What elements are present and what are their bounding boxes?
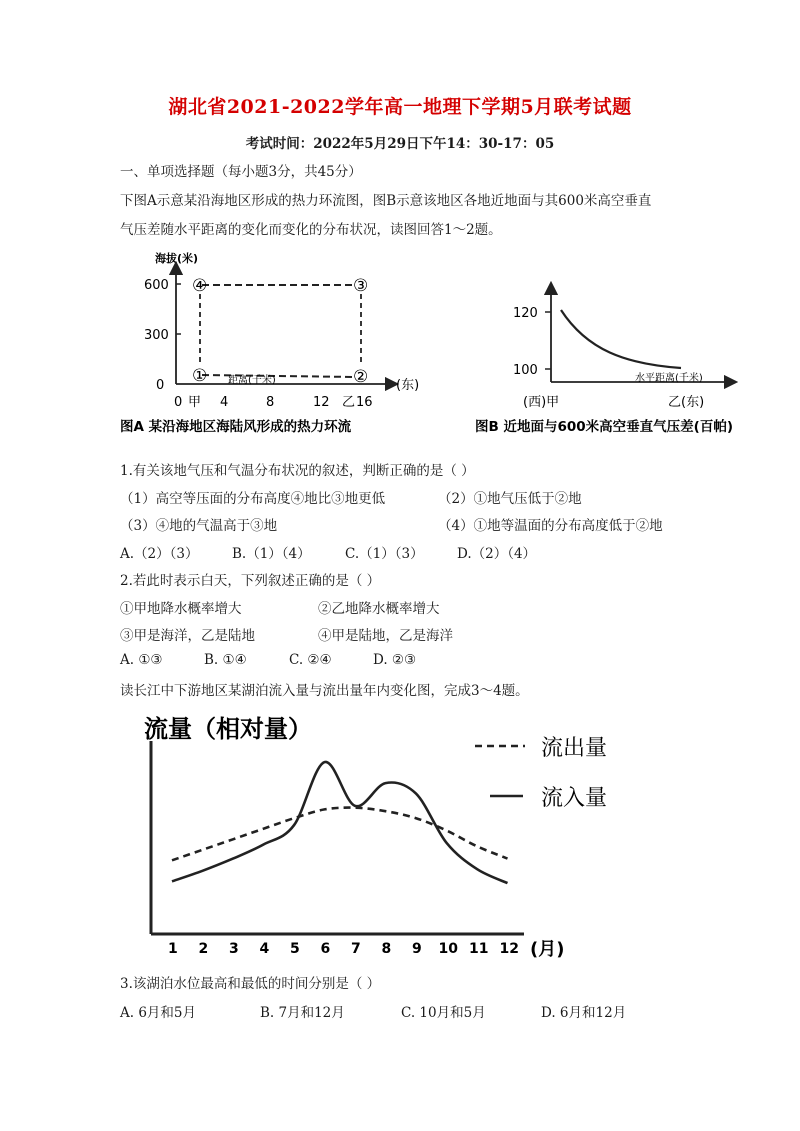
chart-x-tick: 1	[168, 941, 178, 957]
q1-stem: 1.有关该地气压和气温分布状况的叙述，判断正确的是（ ）	[120, 463, 475, 479]
chart-x-tick: 4	[259, 941, 270, 957]
figa-bottom-dashed-line	[202, 375, 356, 377]
figb-left-label: (西)甲	[523, 395, 560, 410]
figa-ylabel: 海拔(米)	[155, 252, 199, 265]
figa-point-1: ①	[192, 366, 208, 386]
chart-x-tick: 3	[229, 941, 239, 957]
chart-x-tick: 6	[320, 941, 331, 957]
figa-xtick-16: 16	[356, 395, 373, 410]
q2-choice-c: C. ②④	[289, 652, 332, 668]
figa-xtick-4: 4	[220, 395, 229, 410]
q3-choice-a: A. 6月和5月	[120, 1005, 197, 1021]
q1-option-4: （4）①地等温面的分布高度低于②地	[438, 518, 663, 534]
q3-choice-d: D. 6月和12月	[541, 1005, 627, 1021]
legend-inflow-label: 流入量	[541, 786, 608, 811]
figa-point-2: ②	[353, 367, 369, 387]
figb-right-label: 乙(东)	[668, 395, 705, 410]
exam-time: 考试时间：2022年5月29日下午14：30-17：05	[245, 136, 555, 152]
chart-x-tick: 9	[412, 941, 422, 957]
chart-title: 流量（相对量）	[144, 715, 312, 743]
figa-ytick-300: 300	[144, 328, 169, 343]
figa-xtick-yi: 乙	[342, 395, 356, 410]
figb-ytick-100: 100	[513, 363, 538, 378]
figb-ytick-120: 120	[513, 306, 538, 321]
q1-choice-a: A.（2）（3）	[120, 546, 199, 562]
intro-line-1: 下图A示意某沿海地区形成的热力环流图，图B示意该地区各地近地面与其600米高空垂直	[120, 193, 652, 209]
q3-choice-b: B. 7月和12月	[260, 1005, 345, 1021]
chart-x-tick: 7	[351, 941, 361, 957]
figa-ytick-600: 600	[144, 278, 169, 293]
q2-stem: 2.若此时表示白天，下列叙述正确的是（ ）	[120, 573, 381, 589]
chart-x-unit: (月)	[530, 939, 565, 960]
figa-xtick-12: 12	[313, 395, 330, 410]
figure-a	[120, 248, 450, 448]
q1-choice-b: B.（1）（4）	[232, 546, 311, 562]
legend-outflow-label: 流出量	[541, 736, 608, 761]
figure-b	[475, 280, 775, 450]
q1-option-2: （2）①地气压低于②地	[438, 491, 582, 507]
q2-option-2: ②乙地降水概率增大	[318, 601, 440, 617]
q1-choice-c: C.（1）（3）	[345, 546, 424, 562]
figb-curve	[561, 310, 681, 368]
chart-x-tick: 2	[198, 941, 209, 957]
figa-xtick-0: 0	[174, 395, 183, 410]
q3-choice-c: C. 10月和5月	[401, 1005, 486, 1021]
chart-x-tick: 10	[438, 941, 458, 957]
q2-choice-a: A. ①③	[120, 652, 163, 668]
section-heading: 一、单项选择题（每小题3分，共45分）	[120, 164, 362, 180]
q1-option-3: （3）④地的气温高于③地	[120, 518, 278, 534]
lake-flow-chart	[140, 705, 610, 967]
q1-option-1: （1）高空等压面的分布高度④地比③地更低	[120, 491, 386, 507]
q2-option-1: ①甲地降水概率增大	[120, 601, 242, 617]
figa-xtick-8: 8	[266, 395, 275, 410]
page-title: 湖北省2021-2022学年高一地理下学期5月联考试题	[168, 96, 632, 118]
q2-option-4: ④甲是陆地，乙是海洋	[318, 628, 453, 644]
figa-xlabel: 距离(千米)	[228, 375, 276, 386]
figa-point-3: ③	[353, 276, 369, 296]
q3-stem: 3.该湖泊水位最高和最低的时间分别是（ ）	[120, 976, 381, 992]
chart-x-tick: 5	[290, 941, 300, 957]
chart-x-tick: 11	[469, 941, 489, 957]
q2-option-3: ③甲是海洋，乙是陆地	[120, 628, 255, 644]
figb-xlabel: 水平距离(千米)	[635, 373, 703, 384]
figa-xunit: (东)	[396, 378, 420, 393]
figa-xtick-jia: 甲	[188, 395, 202, 410]
q2-choice-d: D. ②③	[373, 652, 417, 668]
figa-caption: 图A 某沿海地区海陆风形成的热力环流	[120, 419, 352, 435]
chart-x-tick: 12	[499, 941, 519, 957]
figa-point-4: ④	[192, 276, 208, 296]
chart-x-tick: 8	[381, 941, 392, 957]
lake-intro: 读长江中下游地区某湖泊流入量与流出量年内变化图，完成3～4题。	[120, 683, 529, 699]
q2-choice-b: B. ①④	[204, 652, 247, 668]
figb-caption: 图B 近地面与600米高空垂直气压差(百帕)	[475, 419, 734, 435]
intro-line-2: 气压差随水平距离的变化而变化的分布状况，读图回答1～2题。	[120, 222, 502, 238]
inflow-series-line	[172, 762, 508, 883]
q1-choice-d: D.（2）（4）	[457, 546, 537, 562]
figa-ytick-0: 0	[156, 378, 165, 393]
